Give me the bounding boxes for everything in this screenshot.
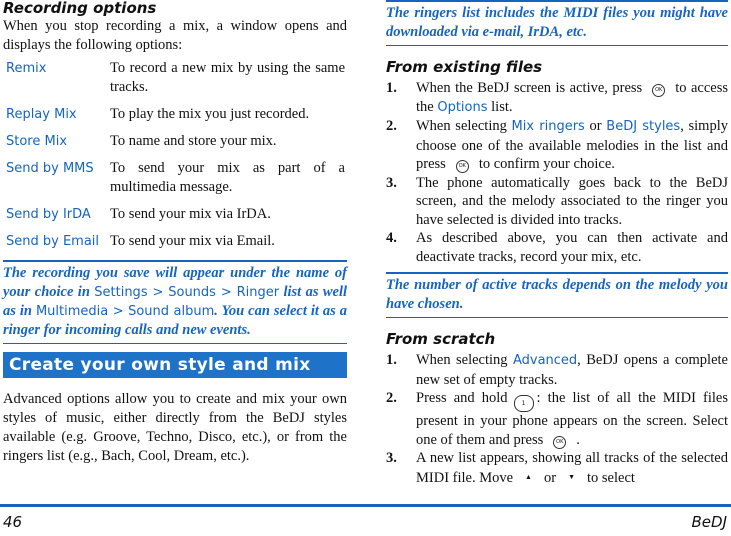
item-number: 2.: [386, 390, 397, 406]
item-text: A new list appears, showing all tracks of the selected MIDI file. Move: [416, 450, 728, 486]
item-text: list.: [487, 98, 513, 115]
item-text: When selecting: [416, 352, 513, 368]
section-banner: Create your own style and mix: [3, 352, 347, 378]
item-text: .: [576, 431, 580, 448]
item-text: When selecting: [416, 118, 512, 134]
item-text: or: [543, 469, 557, 486]
menu-path: Multimedia > Sound album: [35, 304, 215, 319]
option-desc: To name and store your mix.: [110, 133, 277, 149]
note-text: . You can select it as a ringer for incoming calls and new events.: [3, 303, 347, 338]
list-item: [386, 174, 728, 230]
page-number: 46: [3, 513, 23, 531]
table-row: [3, 97, 347, 124]
item-text: to confirm your choice.: [478, 156, 615, 172]
list-item: [386, 117, 728, 174]
item-text: , simply choose one of the available melodies in the list and press: [416, 118, 728, 172]
menu-term: Mix ringers: [511, 119, 585, 134]
chapter-title: BeDJ: [691, 513, 727, 531]
option-key: Replay Mix: [6, 107, 77, 122]
item-text: or: [584, 118, 607, 134]
page-footer: [0, 504, 731, 536]
item-text: As described above, you can then activate and deactivate tracks, record your mix, etc.: [416, 230, 728, 265]
menu-term: BeDJ styles: [606, 119, 681, 134]
item-number: 3.: [386, 174, 397, 191]
option-key: Store Mix: [6, 134, 68, 149]
down-arrow-icon: ▼: [568, 472, 576, 481]
option-desc: To send your mix via Email.: [110, 233, 275, 249]
from-scratch-heading: From scratch: [386, 330, 496, 348]
item-text: : the list of all the MIDI files present in your phone appears on the screen. Select one of them and press: [416, 390, 728, 448]
existing-files-list: [386, 79, 728, 266]
item-text: When the BeDJ screen is active, press: [416, 80, 643, 96]
section-body: Advanced options allow you to create and mix your own styles of music, either directly from the BeDJ styles available (e.g. Groove, Techno, Disco, etc.), or from the ringers list (e.g., Bach, Cool, Dream, etc.).: [3, 391, 347, 464]
list-item: [386, 229, 728, 266]
menu-term: Options: [437, 99, 488, 115]
option-key: Send by MMS: [6, 161, 94, 176]
left-column: [3, 0, 347, 466]
list-item: [386, 389, 728, 449]
option-desc: To send your mix as part of a multimedia message.: [110, 160, 345, 195]
intro-paragraph: When you stop recording a mix, a window opens and displays the following options:: [3, 18, 347, 53]
item-number: 1.: [386, 352, 397, 368]
item-text: to select: [587, 469, 635, 486]
up-arrow-icon: ▲: [525, 472, 532, 481]
active-tracks-note: The number of active tracks depends on the melody you have chosen.: [386, 272, 728, 318]
options-table: [3, 59, 347, 251]
saved-recording-note: [3, 260, 347, 344]
option-key: Send by Email: [6, 234, 100, 249]
midi-note: The ringers list includes the MIDI files you might have downloaded via e-mail, IrDA, etc.: [386, 0, 728, 46]
note-text: The recording you save will appear under the name of your choice in: [3, 265, 347, 300]
option-desc: To send your mix via IrDA.: [110, 206, 271, 222]
option-key: Send by IrDA: [6, 207, 91, 222]
item-number: 3.: [386, 450, 397, 466]
table-row: [3, 59, 347, 97]
ok-key-icon: OK: [553, 436, 566, 449]
item-number: 1.: [386, 80, 397, 96]
item-text: The phone automatically goes back to the BeDJ screen, and the melody associated to the ringer you have selected is divided into tracks.: [416, 174, 728, 228]
ok-key-icon: OK: [652, 84, 665, 97]
option-desc: To play the mix you just recorded.: [110, 106, 310, 122]
recording-options-heading: Recording options: [3, 0, 157, 17]
note-text: list as well as in: [3, 284, 347, 319]
list-item: [386, 351, 728, 389]
table-row: [3, 224, 347, 251]
list-item: [386, 79, 728, 117]
table-row: [3, 151, 347, 197]
list-item: [386, 449, 728, 487]
item-text: , BeDJ opens a complete new set of empty tracks.: [416, 352, 728, 388]
from-scratch-list: [386, 351, 728, 487]
table-row: [3, 124, 347, 151]
one-key-icon: 1: [514, 395, 534, 412]
option-key: Remix: [6, 61, 47, 76]
ok-key-icon: OK: [456, 160, 469, 173]
existing-files-heading: From existing files: [386, 58, 543, 76]
table-row: [3, 197, 347, 224]
item-number: 2.: [386, 118, 397, 134]
right-column: [386, 0, 728, 487]
option-desc: To record a new mix by using the same tracks.: [110, 60, 345, 95]
menu-path: Settings > Sounds > Ringer: [94, 285, 280, 300]
menu-term: Advanced: [512, 353, 578, 368]
item-number: 4.: [386, 230, 397, 246]
item-text: Press and hold: [416, 390, 508, 406]
item-text: to access the: [416, 80, 728, 115]
